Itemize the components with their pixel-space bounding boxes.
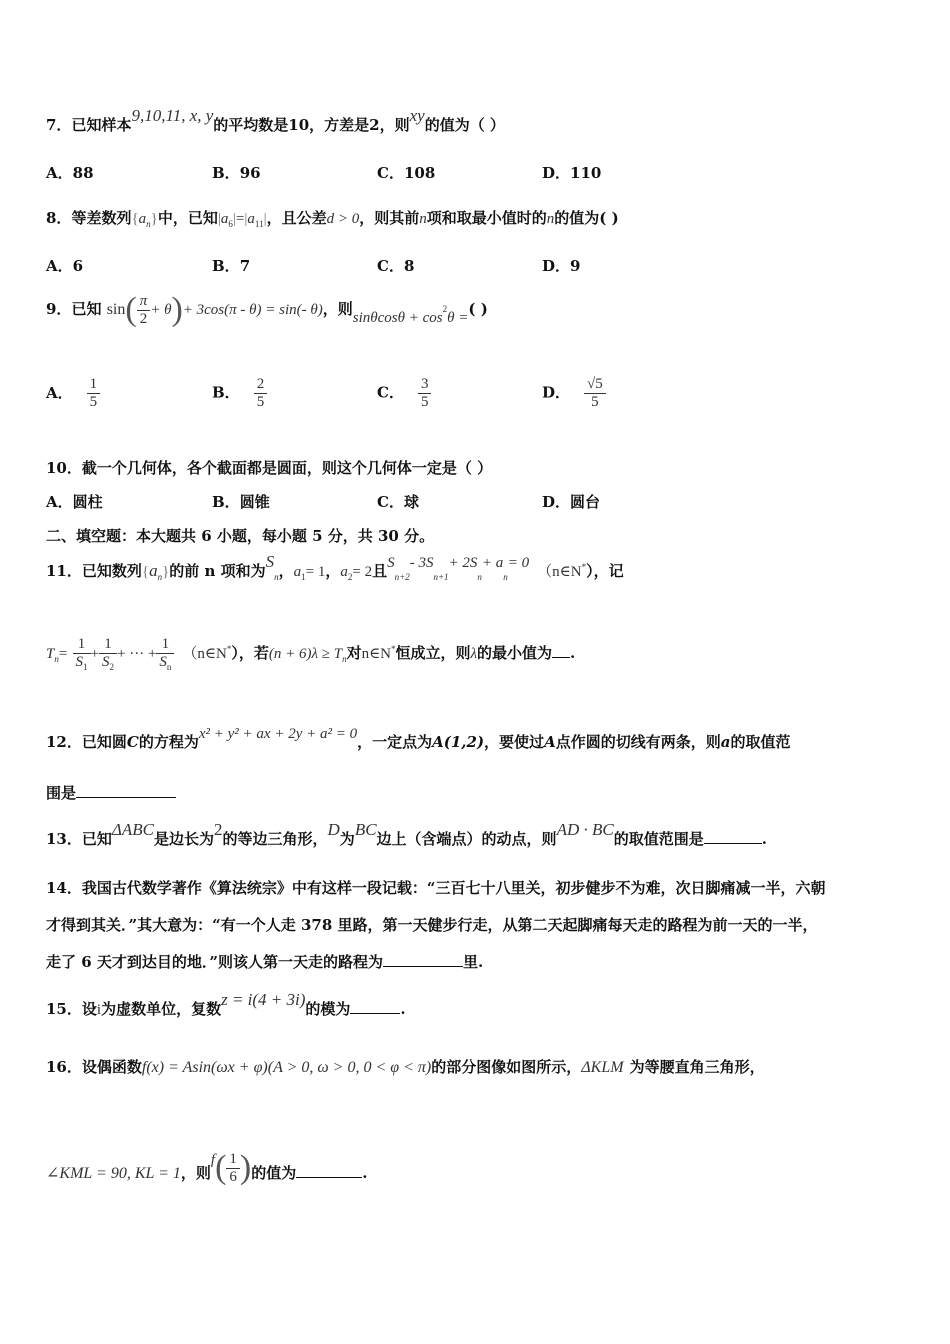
q10-option-d[interactable]: D．圆台 bbox=[542, 493, 601, 511]
q7-option-c[interactable]: C．108 bbox=[377, 164, 436, 182]
q15-stem: 15．设i为虚数单位，复数z = i(4 + 3i)的模为 . bbox=[46, 990, 406, 1018]
q16-answer-blank[interactable] bbox=[296, 1177, 362, 1178]
q13-answer-blank[interactable] bbox=[704, 843, 762, 844]
q15-number: 15． bbox=[46, 1000, 82, 1018]
q15-answer-blank[interactable] bbox=[350, 1013, 400, 1014]
section-heading-fill-in: 二、填空题：本大题共 6 小题，每小题 5 分，共 30 分。 bbox=[46, 527, 435, 545]
q9-option-d[interactable]: D． $\frac{√5}{5}$ bbox=[542, 376, 606, 411]
q7-sample-math: 9,10,11, x, y bbox=[131, 106, 214, 125]
q11-stem: 11．已知数列$\{a_n\}$的前 n 项和为$S_n$，$a_1= 1$，$a_2= 2$且$S_{n+2}-$ $3S_{n+1}+ 2S_n+ a_n=$ 0（n∈N*），记 bbox=[46, 552, 624, 582]
q10-option-c[interactable]: C．球 bbox=[377, 493, 419, 511]
q16-stem-line2: ∠KML = 90, KL = 1，则f( $\frac{1}{6}$ )的值为 . bbox=[46, 1149, 368, 1186]
q10-number: 10． bbox=[46, 459, 82, 477]
q8-option-b[interactable]: B．7 bbox=[212, 257, 251, 275]
q7-option-d[interactable]: D．110 bbox=[542, 164, 602, 182]
q8-d-math: d > 0 bbox=[326, 211, 360, 227]
q7-text-2: 的平均数是10，方差是2，则 bbox=[213, 116, 410, 134]
q8-a6-math: a bbox=[220, 211, 229, 227]
q7-xy-math: xy bbox=[409, 106, 425, 125]
q8-stem: 8．等差数列$\{a_n\}$中，已知$|a_6|=|a_{11}|$，且公差d > 0，则其前n项和取最小值时的n的值为( ) bbox=[46, 209, 619, 229]
q11-stem-line2: $T_n=$ $\frac{1}{S_1}$ + $\frac{1}{S_2}$ + ··· + $\frac{1}{S_n}$ （n∈N*），若$(n + 6)\lambda \ge T_n$对n∈N*恒成立，则λ的最小值为 . bbox=[46, 636, 576, 672]
q16-number: 16． bbox=[46, 1058, 82, 1076]
q14-line1: 14．我国古代数学著作《算法统宗》中有这样一段记载：“三百七十八里关，初步健步不为难，次日脚痛减一半，六朝 bbox=[46, 879, 826, 897]
q10-text: 截一个几何体，各个截面都是圆面，则这个几何体一定是（ ） bbox=[81, 459, 493, 477]
q10-option-b[interactable]: B．圆锥 bbox=[212, 493, 270, 511]
q7-option-b[interactable]: B．96 bbox=[212, 164, 261, 182]
q13-dot-product: AD · BC bbox=[556, 820, 614, 839]
q13-stem: 13．已知ΔABC是边长为2的等边三角形，D为BC边上（含端点）的动点，则AD · BC的取值范围是 . bbox=[46, 820, 767, 848]
q8-option-c[interactable]: C．8 bbox=[377, 257, 415, 275]
q7-number: 7． bbox=[46, 116, 72, 134]
q7-text-3: 的值为（ ） bbox=[424, 116, 505, 134]
q9-sin: sin bbox=[106, 301, 126, 318]
q9-option-c[interactable]: C． $\frac{3}{5}$ bbox=[377, 376, 431, 411]
q9-option-b[interactable]: B． $\frac{2}{5}$ bbox=[212, 376, 267, 411]
q8-option-a[interactable]: A．6 bbox=[46, 257, 84, 275]
q12-circle-equation: x² + y² + ax + 2y + a² = 0 bbox=[198, 726, 358, 742]
q9-stem: 9．已知 sin( $\frac{\pi}{2}$ + θ)+ 3cos(π - θ) = sin(- θ)，则$\sin\theta\cos\theta + \cos^2\theta$ =( ) bbox=[46, 291, 488, 328]
q11-number: 11． bbox=[46, 562, 82, 580]
q10-option-a[interactable]: A．圆柱 bbox=[46, 493, 103, 511]
q9-number: 9． bbox=[46, 300, 72, 318]
q14-number: 14． bbox=[46, 879, 82, 897]
q12-number: 12． bbox=[46, 733, 82, 751]
q8-option-d[interactable]: D．9 bbox=[542, 257, 581, 275]
q7-option-a[interactable]: A．88 bbox=[46, 164, 94, 182]
q7-stem bbox=[46, 106, 505, 135]
q14-line2: 才得到其关．”其大意为：“有一个人走 378 里路，第一天健步行走，从第二天起脚痛每天走的路程为前一天的一半， bbox=[46, 916, 818, 934]
q9-equation-rest: + 3cos(π - θ) = sin(- θ) bbox=[182, 302, 323, 318]
q7-text-1: 已知样本 bbox=[71, 116, 132, 134]
q8-number: 8． bbox=[46, 209, 72, 227]
q14-answer-blank[interactable] bbox=[383, 966, 463, 967]
q8-seq-math: a bbox=[138, 211, 147, 227]
q9-option-a[interactable]: A． $\frac{1}{5}$ bbox=[46, 376, 100, 411]
q16-stem: 16．设偶函数f(x) = Asin(ωx + φ)(A > 0, ω > 0, 0 < φ < π)的部分图像如图所示，ΔKLM 为等腰直角三角形， bbox=[46, 1058, 765, 1076]
q12-stem-line2: 围是 bbox=[46, 782, 176, 803]
q9-expression: sinθcosθ + cos bbox=[352, 310, 443, 326]
q12-answer-blank[interactable] bbox=[76, 797, 176, 798]
q13-number: 13． bbox=[46, 830, 82, 848]
q10-stem bbox=[46, 457, 492, 478]
q11-answer-blank[interactable] bbox=[552, 657, 570, 658]
q15-complex-number: z = i(4 + 3i) bbox=[221, 990, 306, 1009]
q16-function-math: f(x) = Asin(ωx + φ)(A > 0, ω > 0, 0 < φ < π) bbox=[141, 1059, 432, 1076]
q14-line3: 走了 6 天才到达目的地．”则该人第一天走的路程为 里. bbox=[46, 953, 484, 971]
q12-stem: 12．已知圆C的方程为x² + y² + ax + 2y + a² = 0，一定点为A(1,2)，要使过A点作圆的切线有两条，则a的取值范 bbox=[46, 726, 791, 751]
